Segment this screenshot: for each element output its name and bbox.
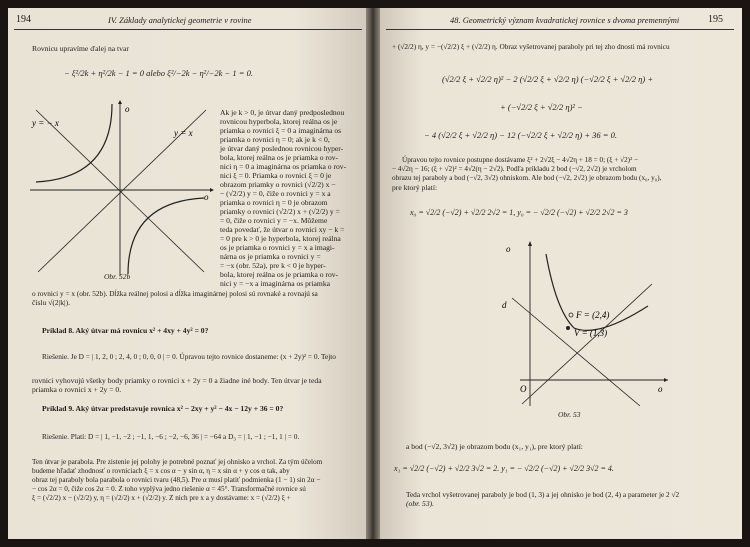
text-line: (obr. 53). (406, 499, 435, 508)
text-line: nici η = 0 a imaginárna os priamka o rov- (220, 162, 347, 171)
text-line: obrazu tej paraboly a bod (−√2, 3√2) ohniskom. Ale bod (−√2, 2√2) je obrazom bodu (x₀, y₀), (392, 174, 662, 182)
equation: x₀ = √2/2 (−√2) + √2/2 2√2 = 1, y₀ = − √2/2 (−√2) + √2/2 2√2 = 3 (410, 208, 628, 217)
equation: x₁ = √2/2 (−√2) + √2/2 3√2 = 2. y₁ = − √2/2 (−√2) + √2/2 3√2 = 4. (394, 464, 614, 473)
equation: + (−√2/2 ξ + √2/2 η)² − (500, 102, 583, 112)
text-line: priamka o rovnici ξ = 0 a imaginárna os (220, 126, 342, 135)
figure-caption: Obr. 52b (104, 272, 131, 281)
running-head: 48. Geometrický význam kvadratickej rovnice s dvoma premennými (450, 15, 680, 25)
text-line: Ten útvar je parabola. Pre zistenie jej polohy je potrebné poznať jej ohnisko a vrchol. Za tým účelom (32, 458, 323, 466)
page-number: 195 (708, 14, 723, 25)
example-heading: Príklad 8. Aký útvar má rovnicu x² + 4xy + 4y² = 0? (42, 326, 209, 335)
text-line: bola, ktorej reálna os je priamka o rov- (220, 153, 339, 162)
text-line: − cos 2α = 0, čiže cos 2α = 0. Z toho vyplýva jedno riešenie α = 45°. Transformačné rovnice sú (32, 485, 306, 493)
text-line: os je priamka o rovnici y = x a imagi- (220, 243, 335, 252)
book-gutter (366, 8, 380, 539)
text-line: priamka o rovnici η = 0; ak je k < 0, (220, 135, 330, 144)
right-page (380, 8, 742, 539)
origin-label: O (520, 384, 527, 394)
text-line: ξ = (√2/2) x − (√2/2) y, η = (√2/2) x + (√2/2) y. Z nich pre x a y dostávame: x = (√2/2) ξ + (32, 494, 291, 502)
text-line: rovnicou hyperbola, ktorej reálna os je (220, 117, 338, 126)
text-line: − 4√2η − 16; (ξ + √2)² = 4√2(η − 2√2). Podľa príkladu 2 bod (−√2, 2√2) je vrcholom (392, 165, 637, 173)
text-line: nici y = −x a imaginárna os priamka (220, 279, 330, 288)
header-rule (14, 29, 362, 30)
page-number: 194 (16, 14, 31, 25)
text-line: = 0, čiže o rovnici y = −x. Môžeme (220, 216, 328, 225)
text-line: budeme hľadať zhodnosť o rovniciach ξ = x cos α − y sin α, η = x sin α + y cos α tak, aby (32, 467, 290, 475)
y-axis-label: o (506, 244, 511, 254)
left-page (8, 8, 366, 539)
text-line: bola, ktorej reálna os je priamka o rov- (220, 270, 339, 279)
line-label-right: y = x (174, 128, 193, 138)
figure-53 (498, 240, 670, 408)
text-line: Riešenie. Platí: D = | 1, −1, −2 ; −1, 1, −6 ; −2, −6, 36 | = −64 a D₃ = | 1, −1 ; −1, 1 | = 0. (42, 432, 300, 441)
text-line: a bod (−√2, 3√2) je obrazom bodu (x₁, y₁), pre ktorý platí: (406, 442, 583, 451)
text-line: obraz tej paraboly bola parabola o rovnici tvaru (48,5). Pre α musí platiť podmienka (1 − 1) sin 2α − (32, 476, 321, 484)
text-line: nici ξ = 0. Priamka o rovnici ξ = 0 je (220, 171, 332, 180)
text-line: = 0 pre k > 0 je hyperbola, ktorej reálna (220, 234, 341, 243)
text-line: o rovnici y = x (obr. 52b). Dĺžka reálnej polosi a dĺžka imaginárnej polosi sú rovnaké a rovnajú sa (32, 289, 318, 298)
figure-caption: Obr. 53 (558, 410, 581, 419)
header-rule (386, 29, 734, 30)
text-line: priamky o rovnici (√2/2) x + (√2/2) y = (220, 207, 340, 216)
equation: (√2/2 ξ + √2/2 η)² − 2 (√2/2 ξ + √2/2 η) (−√2/2 ξ + √2/2 η) + (442, 74, 654, 84)
y-axis-label: o (125, 104, 130, 114)
vertex-label: V = (1,3) (574, 328, 608, 338)
text-line: teda povedať, že útvar o rovnici xy − k = (220, 225, 345, 234)
x-axis-label: o (658, 384, 663, 394)
example-heading: Príklad 9. Aký útvar predstavuje rovnica x² − 2xy + y² − 4x − 12y + 36 = 0? (42, 404, 284, 413)
figure-52b (28, 100, 214, 280)
text-line: Úpravou tejto rovnice postupne dostávame ξ² + 2√2ξ − 4√2η + 18 = 0; (ξ + √2)² − (402, 156, 639, 164)
text-line: Riešenie. Je D = | 1, 2, 0 ; 2, 4, 0 ; 0, 0, 0 | = 0. Úpravou tejto rovnice dostaneme: (x + 2y)² = 0. Tejto (42, 352, 336, 361)
text-line: Teda vrchol vyšetrovanej paraboly je bod (1, 3) a jej ohnisko je bod (2, 4) a parameter je 2 √2 (406, 490, 680, 499)
equation: − 4 (√2/2 ξ + √2/2 η) − 12 (−√2/2 ξ + √2/2 η) + 36 = 0. (424, 130, 618, 140)
line-label-left: y = − x (32, 118, 59, 128)
text-line: pre ktorý platí: (392, 183, 438, 192)
text-line: číslu √(2|k|). (32, 298, 70, 307)
text-line: obrazom priamky o rovnici (√2/2) x − (220, 180, 336, 189)
text-line: nárna os je priamka o rovnici y = (220, 252, 321, 261)
text-line: priamka o rovnici x + 2y = 0. (32, 385, 122, 394)
text-line: − (√2/2) y = 0, čiže o rovnici y = x a (220, 189, 331, 198)
text-line: priamka o rovnici η = 0 je obrazom (220, 198, 328, 207)
text-line: = −x (obr. 52a), pre k < 0 je hyper- (220, 261, 326, 270)
running-head: IV. Základy analytickej geometrie v rovine (108, 15, 252, 25)
equation: − ξ²/2k + η²/2k − 1 = 0 alebo ξ²/−2k − η²/−2k − 1 = 0. (64, 68, 253, 78)
text-line: rovnici vyhovujú všetky body priamky o rovnici x + 2y = 0 a žiadne iné body. Ten útvar je teda (32, 376, 322, 385)
text-line: je útvar daný poslednou rovnicou hyper- (220, 144, 344, 153)
text-line: Ak je k > 0, je útvar daný predposlednou (220, 108, 345, 117)
text-line: + (√2/2) η, y = −(√2/2) ξ + (√2/2) η. Obraz vyšetrovanej paraboly pri tej zho dnosti má rovnicu (392, 42, 670, 51)
text-line: Rovnicu upravíme ďalej na tvar (32, 44, 129, 53)
focus-label: F = (2,4) (576, 310, 610, 320)
directrix-label: d (502, 300, 507, 310)
x-axis-label: o (204, 192, 209, 202)
